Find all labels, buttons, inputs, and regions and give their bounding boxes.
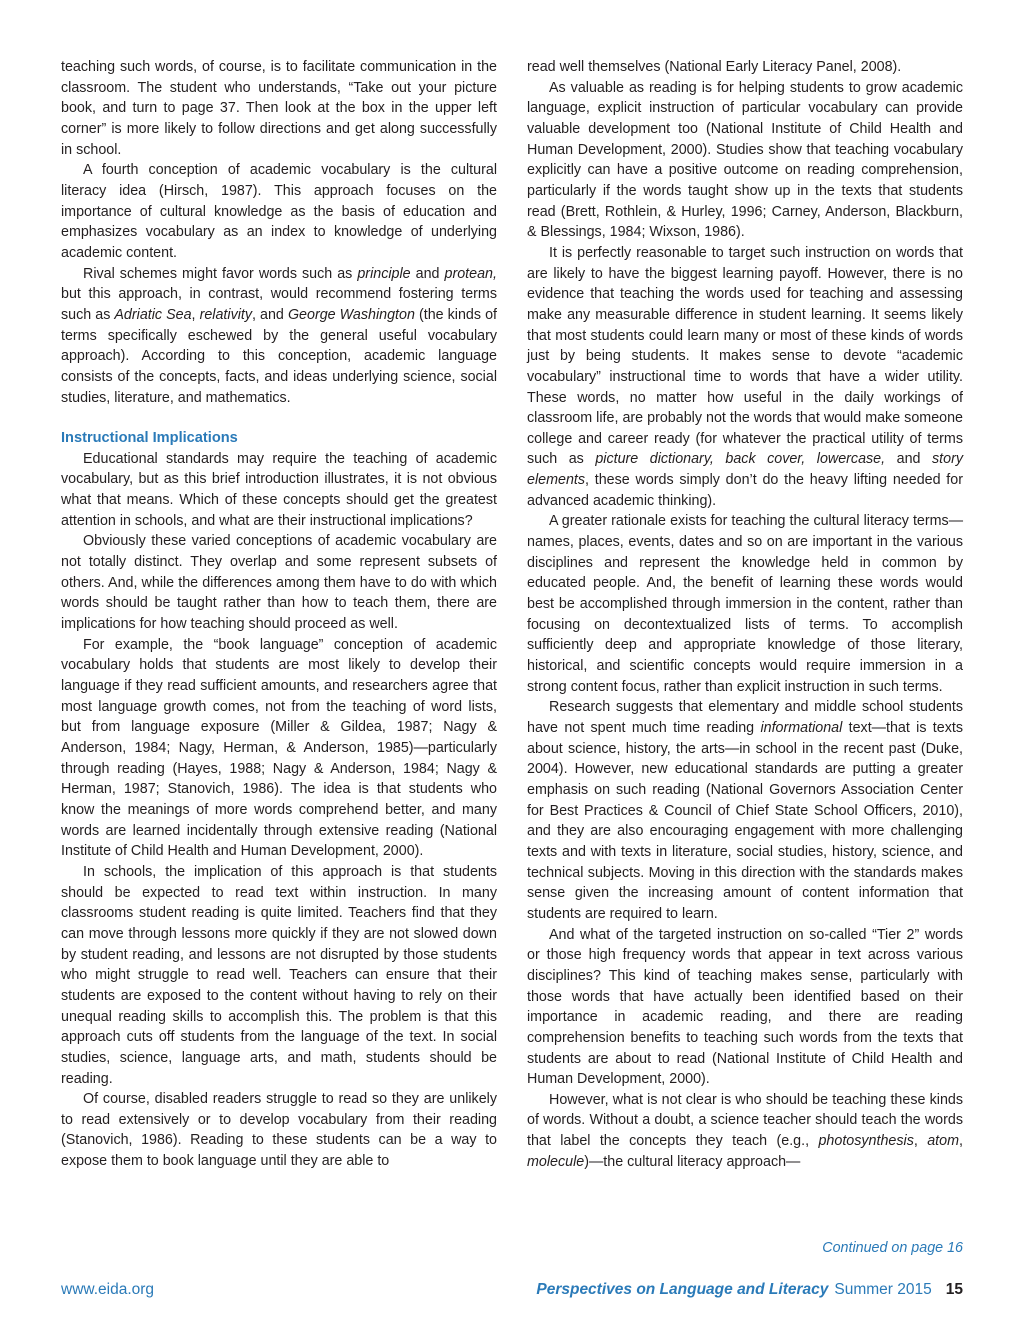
italic-term: informational bbox=[760, 720, 843, 736]
page-number: 15 bbox=[945, 1281, 963, 1298]
paragraph: Rival schemes might favor words such as principle and protean, but this approach, in contrast, would recommend fostering terms such as Adriatic Sea, relativity, and George Washington (the kinds of terms specifically eschewed by the general useful vocabulary approach). According to this conception, academic language consists of the concepts, facts, and ideas underlying science, social studies, literature, and mathematics. bbox=[61, 265, 497, 406]
paragraph: read well themselves (National Early Literacy Panel, 2008). bbox=[527, 59, 902, 75]
website-link[interactable]: www.eida.org bbox=[61, 1281, 155, 1298]
paragraph: Educational standards may require the teaching of academic vocabulary, but as this brief introduction illustrates, it is not obvious what that means. Which of these concepts should get the greatest attention in schools, and what are their instructional implications? bbox=[61, 450, 497, 529]
left-column bbox=[61, 57, 497, 1172]
paragraph: teaching such words, of course, is to facilitate communication in the classroom. The student who understands, “Take out your picture book, and turn to page 37. Then look at the box in the upper left corner” is more likely to follow directions and get along successfully in school. bbox=[61, 59, 497, 158]
paragraph: It is perfectly reasonable to target such instruction on words that are likely to have the biggest learning payoff. However, there is no evidence that teaching the words used for teaching and assessing make any measurable difference in student learning. It seems likely that most students could learn many or most of these kinds of words just by being students. It makes sense to devote “academic vocabulary” instructional time to words that have a wider utility. These words, no matter how useful in the daily workings of classroom life, are probably not the words that would make someone college and career ready (for whatever the practical utility of terms such as picture dictionary, back cover, lowercase, and story elements, these words simply don’t do the heavy lifting needed for advanced academic thinking). bbox=[527, 244, 963, 509]
italic-term: story elements bbox=[527, 451, 963, 489]
page-footer bbox=[61, 1279, 963, 1301]
paragraph: As valuable as reading is for helping students to grow academic language, explicit instruction of particular vocabulary can provide valuable development too (National Institute of Child Health and Human Development, 2000). Studies show that teaching vocabulary explicitly can have a positive outcome on reading comprehension, particularly if the words taught show up in the texts that students read (Brett, Rothlein, & Hurley, 1996; Carney, Anderson, Blackburn, & Blessings, 1984; Wixson, 1986). bbox=[527, 79, 963, 241]
continued-note: Continued on page 16 bbox=[822, 1240, 963, 1256]
paragraph: A fourth conception of academic vocabulary is the cultural literacy idea (Hirsch, 1987). This approach focuses on the importance of cultural knowledge as the basis of education and emphasizes vocabulary as an index to knowledge of underlying academic content. bbox=[61, 162, 497, 261]
italic-term: picture dictionary, back cover, lowercase, bbox=[595, 451, 886, 468]
italic-term: Adriatic Sea bbox=[114, 306, 192, 323]
footer-publication bbox=[536, 1279, 963, 1301]
paragraph: Obviously these varied conceptions of academic vocabulary are not totally distinct. They overlap and some represent subsets of others. And, while the differences among them have to do with which words should be taught rather than how to teach them, there are implications for how teaching should proceed as well. bbox=[61, 533, 497, 633]
paragraph: For example, the “book language” conception of academic vocabulary holds that students are most likely to develop their language if they read sufficient amounts, and researchers agree that most language growth comes, not from the teaching of word lists, but from language exposure (Miller & Gildea, 1987; Nagy & Anderson, 1984; Nagy, Herman, & Anderson, 1985)—particularly through reading (Hayes, 1988; Nagy & Anderson, 1984; Nagy & Herman, 1987; Stanovich, 1986). The idea is that students who know the meanings of more words comprehend better, and many words are learned incidentally through extensive reading (National Institute of Child Health and Human Development, 2000). bbox=[61, 636, 497, 860]
paragraph: However, what is not clear is who should be teaching these kinds of words. Without a doubt, a science teacher should teach the words that label the concepts they teach (e.g., photosynthesis, atom, molecule)—the cultural literacy approach— bbox=[527, 1091, 963, 1170]
italic-term: photosynthesis bbox=[818, 1133, 914, 1150]
section-heading: Instructional Implications bbox=[61, 430, 238, 447]
paragraph: Research suggests that elementary and middle school students have not spent much time reading informational text—that is texts about science, history, the arts—in school in the recent past (Duke, 2004). However, new educational standards are putting a greater emphasis on such reading (National Governors Association Center for Best Practices & Council of Chief State School Officers, 2010), and they are also encouraging engagement with more challenging texts and with texts in literature, social studies, history, science, and technical subjects. Moving in this direction with the standards makes sense given the increasing amount of content information that students are required to learn. bbox=[527, 699, 963, 922]
paragraph: A greater rationale exists for teaching the cultural literacy terms—names, places, events, dates and so on are important in the various disciplines and represent the knowledge held in common by educated people. And, the benefit of learning these words would best be accomplished through immersion in the content, rather than focusing on decontextualized lists of terms. To accomplish sufficiently deep and appropriate knowledge of those literary, historical, and scientific concepts would require immersion in a strong content focus, rather than explicit instruction in such terms. bbox=[527, 513, 963, 695]
journal-issue: Summer 2015 bbox=[834, 1281, 932, 1298]
italic-term: atom bbox=[927, 1133, 960, 1150]
italic-term: relativity bbox=[199, 306, 253, 323]
paragraph: And what of the targeted instruction on so-called “Tier 2” words or those high frequency words that appear in text across various disciplines? This kind of teaching makes sense, particularly with those words that have actually been identified based on their importance in academic reading, and there are reading comprehension benefits to teaching such words from the texts that students are about to read (National Institute of Child Health and Human Development, 2000). bbox=[527, 926, 963, 1088]
paragraph: Of course, disabled readers struggle to read so they are unlikely to read extensively or to develop vocabulary from their reading (Stanovich, 1986). Reading to these students can be a way to expose them to book language until they are able to bbox=[61, 1091, 497, 1170]
italic-term: principle bbox=[357, 265, 411, 282]
journal-title: Perspectives on Language and Literacy bbox=[536, 1281, 829, 1298]
italic-term: George Washington bbox=[287, 306, 415, 323]
italic-term: molecule bbox=[527, 1153, 585, 1170]
italic-term: protean, bbox=[444, 265, 497, 282]
paragraph: In schools, the implication of this approach is that students should be expected to read text within instruction. In many classrooms student reading is quite limited. Teachers find that they can move through lessons more quickly if they are not slowed down by student reading, and lessons are not disrupted by those students who might struggle to read well. Teachers can ensure that their students are exposed to the content without having to rely on their unequal reading skills to accomplish this. The problem is that this approach cuts off students from the language of the text. In social studies, science, language arts, and math, students should be reading. bbox=[61, 863, 497, 1087]
right-column bbox=[527, 57, 963, 1172]
